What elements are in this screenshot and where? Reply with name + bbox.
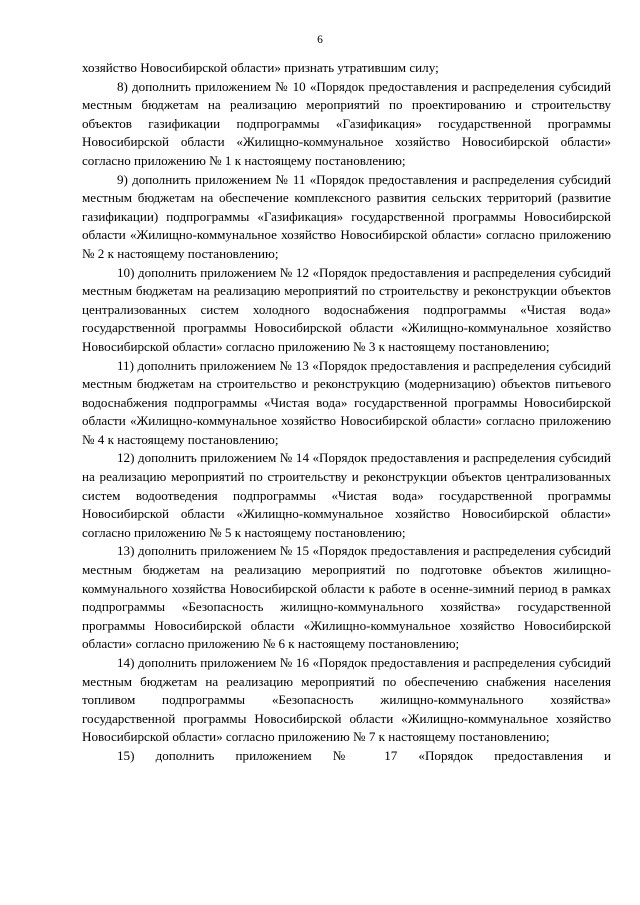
- paragraph-item-11: 11) дополнить приложением № 13 «Порядок предоставления и распределения субсидий местным бюджетам на строительство и реконструкцию (модернизацию) объектов питьевого водоснабжения подпрограммы «Чистая вода» государственной программы Новосибирской области «Жилищно-коммунальное хозяйство Новосибирской области» согласно приложению № 4 к настоящему постановлению;: [82, 357, 611, 447]
- paragraph-item-8: 8) дополнить приложением № 10 «Порядок предоставления и распределения субсидий местным бюджетам на реализацию мероприятий по проектированию и строительству объектов газификации подпрограммы «Газификация» государственной программы Новосибирской области «Жилищно-коммунальное хозяйство Новосибирской области» согласно приложению № 1 к настоящему постановлению;: [82, 78, 611, 168]
- paragraph-item-14: 14) дополнить приложением № 16 «Порядок предоставления и распределения субсидий местным бюджетам на реализацию мероприятий по обеспечению снабжения населения топливом подпрограммы «Безопасность жилищно-коммунального хозяйства» государственной программы Новосибирской области «Жилищно-коммунальное хозяйство Новосибирской области» согласно приложению № 7 к настоящему постановлению;: [82, 655, 611, 745]
- paragraph-item-12: 12) дополнить приложением № 14 «Порядок предоставления и распределения субсидий на реализацию мероприятий по строительству и реконструкции объектов централизованных систем водоотведения подпрограммы «Чистая вода» государственной программы Новосибирской области «Жилищно-коммунальное хозяйство Новосибирской области» согласно приложению № 5 к настоящему постановлению;: [82, 450, 611, 540]
- page-number: 6: [317, 34, 323, 46]
- document-body: [82, 59, 611, 766]
- paragraph-continuation: хозяйство Новосибирской области» признать утратившим силу;: [82, 60, 439, 75]
- paragraph-item-13: 13) дополнить приложением № 15 «Порядок предоставления и распределения субсидий местным бюджетам на реализацию мероприятий по подготовке объектов жилищно-коммунального хозяйства Новосибирской области к работе в осенне-зимний период в рамках подпрограммы «Безопасность жилищно-коммунального хозяйства» государственной программы Новосибирской области «Жилищно-коммунальное хозяйство Новосибирской области» согласно приложению № 6 к настоящему постановлению;: [82, 543, 611, 652]
- paragraph-item-10: 10) дополнить приложением № 12 «Порядок предоставления и распределения субсидий местным бюджетам на реализацию мероприятий по строительству и реконструкции объектов централизованных систем холодного водоснабжения подпрограммы «Чистая вода» государственной программы Новосибирской области «Жилищно-коммунальное хозяйство Новосибирской области» согласно приложению № 3 к настоящему постановлению;: [82, 264, 611, 354]
- paragraph-item-9: 9) дополнить приложением № 11 «Порядок предоставления и распределения субсидий местным бюджетам на обеспечение комплексного развития сельских территорий (развитие газификации) подпрограммы «Газификация» государственной программы Новосибирской области «Жилищно-коммунальное хозяйство Новосибирской области» согласно приложению № 2 к настоящему постановлению;: [82, 171, 611, 261]
- paragraph-item-15: 15) дополнить приложением № 17 «Порядок предоставления и: [117, 747, 611, 763]
